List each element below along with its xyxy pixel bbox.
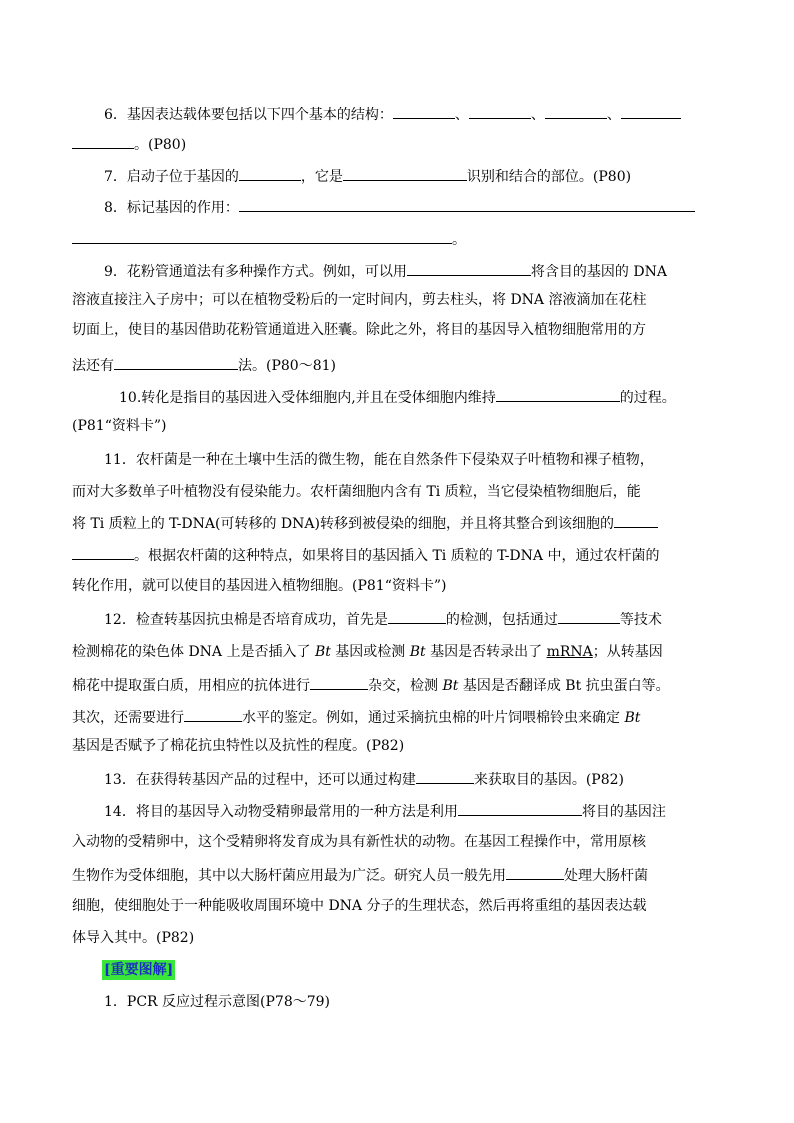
answer-blank [343,165,467,181]
answer-blank [184,706,242,722]
q7-line: 7．启动子位于基因的 ，它是 识别和结合的部位。(P80) [104,165,631,185]
section-item-1: 1．PCR 反应过程示意图(P78～79) [104,994,331,1010]
q9-line2: 溶液直接注入子房中；可以在植物受粉后的一定时间内，剪去柱头，将 DNA 溶液滴加在花柱 [72,292,647,308]
q10-line2: (P81“资料卡”) [72,418,167,434]
answer-blank [458,800,582,816]
answer-blank [506,864,564,880]
q12-line2: 检测棉花的染色体 DNA 上是否插入了 Bt 基因或检测 Bt 基因是否转录出了 mRNA；从转基因 [72,644,663,660]
answer-blank [310,674,368,690]
q11-line3: 将 Ti 质粒上的 T-DNA(可转移的 DNA)转移到被侵染的细胞，并且将其整合到该细胞的 [72,512,658,532]
answer-blank [72,133,134,149]
answer-blank [614,512,658,528]
q14-line4: 细胞，使细胞处于一种能吸收周围环境中 DNA 分子的生理状态，然后再将重组的基因表达载 [72,898,647,914]
q14-line2: 入动物的受精卵中，这个受精卵将发育成为具有新性状的动物。在基因工程操作中，常用原核 [72,834,646,850]
answer-blank [72,544,134,560]
q11-line2: 而对大多数单子叶植物没有侵染能力。农杆菌细胞内含有 Ti 质粒，当它侵染植物细胞后，能 [72,484,641,500]
answer-blank [114,354,238,370]
q13-line: 13．在获得转基因产品的过程中，还可以通过构建 来获取目的基因。(P82) [104,768,624,788]
q11-line4: 。根据农杆菌的这种特点，如果将目的基因插入 Ti 质粒的 T-DNA 中，通过农杆菌的 [72,544,659,564]
answer-blank [545,103,607,119]
answer-blank [239,165,301,181]
answer-blank [621,103,681,119]
q6-line1: 6．基因表达载体要包括以下四个基本的结构： 、 、 、 [104,103,681,123]
answer-blank [407,260,531,276]
q14-line5: 体导入其中。(P82) [72,930,195,946]
q9-line1: 9．花粉管通道法有多种操作方式。例如，可以用 将含目的基因的 DNA [104,260,667,280]
q14-line1: 14．将目的基因导入动物受精卵最常用的一种方法是利用 将目的基因注 [104,800,666,820]
q12-line5: 基因是否赋予了棉花抗虫特性以及抗性的程度。(P82) [72,738,405,754]
answer-blank [469,103,531,119]
section-heading: [重要图解] [104,962,174,978]
q11-line1: 11．农杆菌是一种在土壤中生活的微生物，能在自然条件下侵染双子叶植物和裸子植物， [104,452,654,468]
answer-blank [393,103,455,119]
q12-line3: 棉花中提取蛋白质，用相应的抗体进行 杂交，检测 Bt 基因是否翻译成 Bt 抗虫蛋白等。 [72,674,670,694]
q9-line3: 切面上，使目的基因借助花粉管通道进入胚囊。除此之外，将目的基因导入植物细胞常用的方 [72,322,646,338]
answer-blank [558,608,620,624]
q8-line1: 8．标记基因的作用： [104,196,695,216]
answer-blank [239,196,695,212]
q11-line5: 转化作用，就可以使目的基因进入植物细胞。(P81“资料卡”) [72,578,447,594]
q12-line4: 其次，还需要进行 水平的鉴定。例如，通过采摘抗虫棉的叶片饲喂棉铃虫来确定 Bt [72,706,640,726]
q10-line1: 10.转化是指目的基因进入受体细胞内,并且在受体细胞内维持 的过程。 [119,386,676,406]
answer-blank [388,608,446,624]
answer-blank [72,228,452,244]
q12-line1: 12．检查转基因抗虫棉是否培育成功，首先是 的检测，包括通过 等技术 [104,608,662,628]
q6-line2: 。(P80) [72,133,186,153]
q14-line3: 生物作为受体细胞，其中以大肠杆菌应用最为广泛。研究人员一般先用 处理大肠杆菌 [72,864,648,884]
section-heading-line [102,960,175,980]
q8-line2: 。 [72,228,466,248]
answer-blank [496,386,620,402]
answer-blank [416,768,474,784]
q9-line4: 法还有 法。(P80～81) [72,354,336,374]
